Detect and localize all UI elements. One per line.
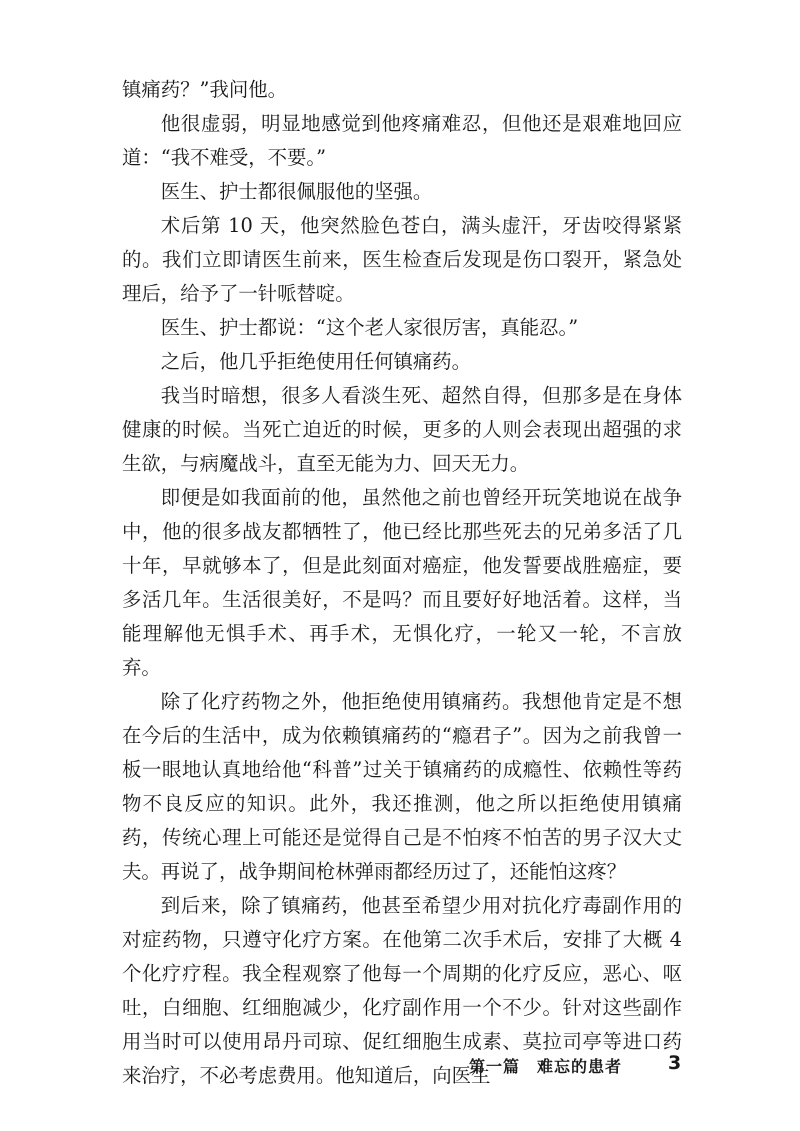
- paragraph: 除了化疗药物之外，他拒绝使用镇痛药。我想他肯定是不想在今后的生活中，成为依赖镇痛药的“瘾君子”。因为之前我曾一板一眼地认真地给他“科普”过关于镇痛药的成瘾性、依赖性等药物不良反应的知识。此外，我还推测，他之所以拒绝使用镇痛药，传统心理上可能还是觉得自己是不怕疼不怕苦的男子汉大丈夫。再说了，战争期间枪林弹雨都经历过了，还能怕这疼？: [122, 690, 682, 883]
- paragraph: 医生、护士都很佩服他的坚强。: [160, 180, 433, 203]
- body-text: [122, 73, 682, 1093]
- page-footer: [0, 1052, 800, 1082]
- paragraph: 即便是如我面前的他，虽然他之前也曾经开玩笑地说在战争中，他的很多战友都牺牲了，他已经比那些死去的兄弟多活了几十年，早就够本了，但是此刻面对癌症，他发誓要战胜癌症，要多活几年。生活很美好，不是吗？而且要好好地活着。这样，当能理解他无惧手术、再手术，无惧化疗，一轮又一轮，不言放弃。: [122, 486, 682, 679]
- paragraph: 医生、护士都说：“这个老人家很厉害，真能忍。”: [160, 316, 579, 339]
- paragraph: 镇痛药？”我问他。: [122, 78, 288, 101]
- paragraph: 之后，他几乎拒绝使用任何镇痛药。: [160, 350, 472, 373]
- paragraph: 他很虚弱，明显地感觉到他疼痛难忍，但他还是艰难地回应道：“我不难受，不要。”: [122, 112, 682, 169]
- paragraph: 术后第 10 天，他突然脸色苍白，满头虚汗，牙齿咬得紧紧的。我们立即请医生前来，医生检查后发现是伤口裂开，紧急处理后，给予了一针哌替啶。: [122, 214, 682, 305]
- page-number: 3: [668, 1052, 682, 1074]
- paragraph: 我当时暗想，很多人看淡生死、超然自得，但那多是在身体健康的时候。当死亡迫近的时候，更多的人则会表现出超强的求生欲，与病魔战斗，直至无能为力、回天无力。: [122, 384, 682, 475]
- paragraph: 到后来，除了镇痛药，他甚至希望少用对抗化疗毒副作用的对症药物，只遵守化疗方案。在他第二次手术后，安排了大概 4 个化疗疗程。我全程观察了他每一个周期的化疗反应，恶心、呕吐，白细胞、红细胞减少，化疗副作用一个不少。针对这些副作用当时可以使用昂丹司琼、促红细胞生成素、莫拉司亭等进口药来治疗，不必考虑费用。他知道后，向医生: [122, 894, 682, 1087]
- footer-section-title: 第一篇 难忘的患者: [469, 1057, 623, 1076]
